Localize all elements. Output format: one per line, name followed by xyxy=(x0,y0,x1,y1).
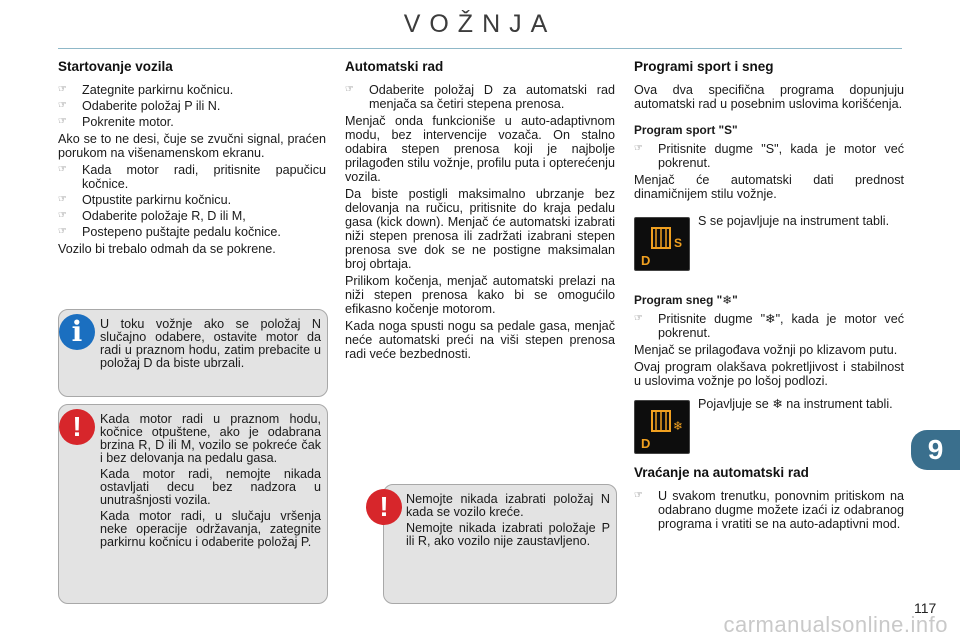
warning-text: Kada motor radi u praznom hodu, kočnice otpuštene, ako je odabrana brzina R, D ili M, vozilo se pokreće čak i bez delovanja na pedalu gasa. xyxy=(100,412,321,465)
heading-sport: Program sport "S" xyxy=(634,123,738,137)
heading-start: Startovanje vozila xyxy=(58,59,173,74)
start-steps-list xyxy=(58,83,326,129)
column-programs xyxy=(634,60,904,534)
snow-steps-list xyxy=(634,312,904,340)
column-automatic xyxy=(345,60,615,364)
list-item: ☞ Odaberite položaj D za automatski rad menjača sa četiri stepena prenosa. xyxy=(345,83,615,111)
sport-paragraph: Menjač će automatski dati prednost dinamičnijem stilu vožnje. xyxy=(634,173,904,201)
start-closing: Vozilo bi trebalo odmah da se pokrene. xyxy=(58,242,276,256)
snow-indicator-text: Pojavljuje se ❄ na instrument tabli. xyxy=(698,397,893,411)
pointer-icon: ☞ xyxy=(58,210,67,221)
auto-steps-list xyxy=(345,83,615,111)
heading-programs: Programi sport i sneg xyxy=(634,59,774,74)
svg-text:S: S xyxy=(674,236,683,250)
title-divider xyxy=(58,48,902,49)
list-item: ☞ Otpustite parkirnu kočnicu. xyxy=(58,193,232,207)
warning-icon: ! xyxy=(59,409,95,445)
pointer-icon: ☞ xyxy=(58,194,67,205)
heading-automatic: Automatski rad xyxy=(345,59,444,74)
list-item: ☞ Pritisnite dugme "❄", kada je motor već pokrenut. xyxy=(634,312,904,340)
svg-text:❄: ❄ xyxy=(673,419,684,433)
warning-icon: ! xyxy=(366,489,402,525)
start-steps-list-2 xyxy=(58,163,326,239)
warning-text: Nemojte nikada izabrati položaje P ili R, ako vozilo nije zaustavljeno. xyxy=(406,521,610,548)
heading-snow: Program sneg "❄" xyxy=(634,293,738,307)
list-item: ☞ Odaberite položaje R, D ili M, xyxy=(58,209,246,223)
warning-note-start xyxy=(58,404,328,604)
chapter-tab[interactable]: 9 xyxy=(911,430,960,470)
return-steps-list xyxy=(634,489,904,531)
start-paragraph: Ako se to ne desi, čuje se zvučni signal, praćen porukom na višenamenskom ekranu. xyxy=(58,132,326,160)
svg-text:D: D xyxy=(641,436,651,451)
sport-indicator-image xyxy=(634,217,690,271)
auto-paragraph: Kada noga spusti nogu sa pedale gasa, menjač neće automatski preći na viši stepen prenosa radi veće bezbednosti. xyxy=(345,319,615,361)
auto-paragraph: Da biste postigli maksimalno ubrzanje bez delovanja na ručicu, pritisnite do kraja pedalu gasa (kick down). Menjač će automatski izabrati niži stepen prenosa ili zadržati izabrani stepen prenosa sve dok se ne postigne maksimalan broj obrtaja. xyxy=(345,187,615,271)
watermark: carmanualsonline.info xyxy=(723,612,948,637)
pointer-icon: ☞ xyxy=(58,226,67,237)
pointer-icon: ☞ xyxy=(634,490,643,501)
sport-indicator-icon xyxy=(635,218,689,270)
list-item: ☞ U svakom trenutku, ponovnim pritiskom na odabrano dugme možete izaći iz odabranog programa i vratiti se na auto-adaptivni mod. xyxy=(634,489,904,531)
pointer-icon: ☞ xyxy=(634,143,643,154)
snow-paragraph: Menjač se prilagođava vožnji po klizavom putu. xyxy=(634,343,898,357)
info-note xyxy=(58,309,328,397)
info-note-text: U toku vožnje ako se položaj N slučajno odabere, ostavite motor da radi u praznom hodu, zatim prebacite u položaj D da biste ubrzali. xyxy=(100,317,321,370)
pointer-icon: ☞ xyxy=(58,116,67,127)
warning-text: Nemojte nikada izabrati položaj N kada se vozilo kreće. xyxy=(406,492,610,519)
warning-text: Kada motor radi, u slučaju vršenja neke operacije održavanja, zategnite parkirnu kočnicu i odaberite položaj P. xyxy=(100,509,321,549)
list-item: ☞ Zategnite parkirnu kočnicu. xyxy=(58,83,234,97)
auto-paragraph: Menjač onda funkcioniše u auto-adaptivnom modu, bez intervencije vozača. On stalno odabira stepen prenosa koji je najbolje prilagođen stilu vožnje, profilu puta i opterećenju vozila. xyxy=(345,114,615,184)
sport-indicator-text: S se pojavljuje na instrument tabli. xyxy=(698,214,890,228)
pointer-icon: ☞ xyxy=(345,84,354,95)
page-title: VOŽNJA xyxy=(403,10,557,38)
warning-text: Kada motor radi, nemojte nikada ostavljati decu bez nadzora u unutrašnjosti vozila. xyxy=(100,467,321,507)
list-item: ☞ Odaberite položaj P ili N. xyxy=(58,99,221,113)
list-item: ☞ Kada motor radi, pritisnite papučicu kočnice. xyxy=(58,163,326,191)
snow-indicator-block xyxy=(634,397,904,462)
pointer-icon: ☞ xyxy=(58,100,67,111)
list-item: ☞ Pokrenite motor. xyxy=(58,115,174,129)
pointer-icon: ☞ xyxy=(58,84,67,95)
column-start xyxy=(58,60,326,259)
warning-note-automatic xyxy=(379,484,617,604)
sport-steps-list xyxy=(634,142,904,170)
pointer-icon: ☞ xyxy=(58,164,67,175)
list-item: ☞ Pritisnite dugme "S", kada je motor već pokrenut. xyxy=(634,142,904,170)
info-icon: i xyxy=(59,314,95,350)
heading-return: Vraćanje na automatski rad xyxy=(634,465,809,480)
page-number: 117 xyxy=(914,600,937,616)
snow-indicator-image xyxy=(634,400,690,454)
sport-indicator-block xyxy=(634,214,904,281)
snow-paragraph: Ovaj program olakšava pokretljivost i stabilnost u uslovima vožnje po lošoj podlozi. xyxy=(634,360,904,388)
svg-text:D: D xyxy=(641,253,651,268)
list-item: ☞ Postepeno puštajte pedalu kočnice. xyxy=(58,225,281,239)
auto-paragraph: Prilikom kočenja, menjač automatski prelazi na niži stepen prenosa kako bi se omogućilo efikasno kočenje motorom. xyxy=(345,274,615,316)
programs-intro: Ova dva specifična programa dopunjuju automatski rad u posebnim uslovima korišćenja. xyxy=(634,83,904,111)
snow-indicator-icon xyxy=(635,401,689,453)
pointer-icon: ☞ xyxy=(634,313,643,324)
